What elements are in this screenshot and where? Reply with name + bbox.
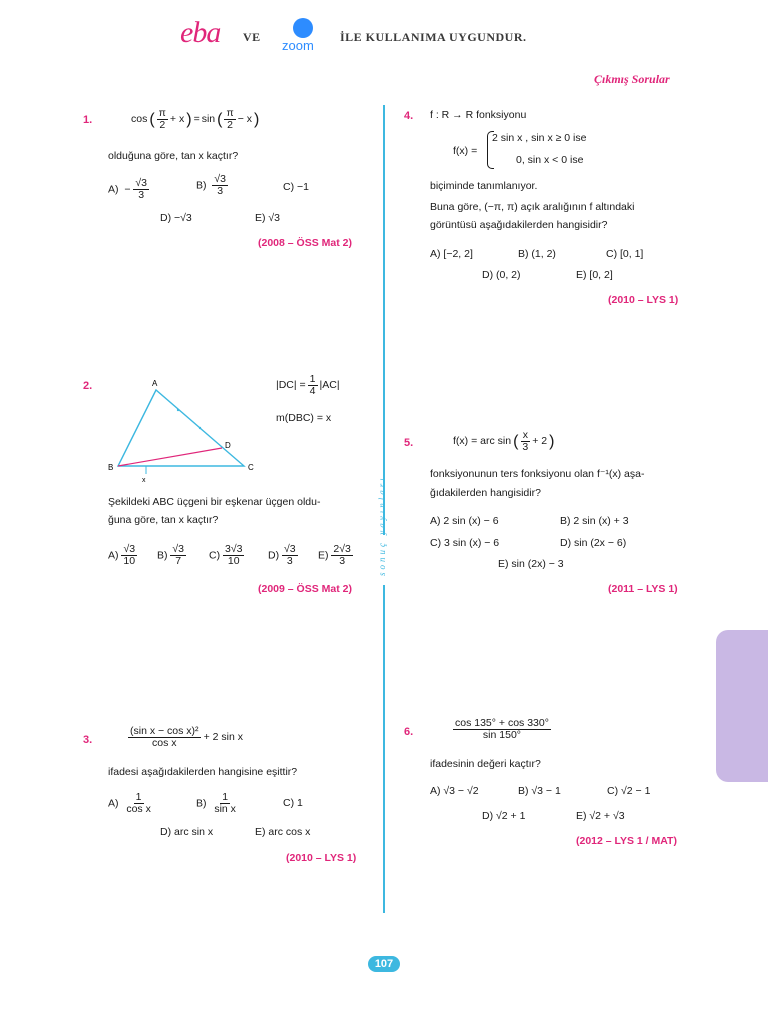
section-subtitle: Çıkmış Sorular [594, 72, 670, 86]
q3-source: (2010 – LYS 1) [286, 852, 357, 864]
q2-given-2: m(DBC) = x [276, 412, 332, 424]
q1-equation: cos ( $\frac{\pi}{2}$ + x ) = sin ( $\frac{\pi}{2}$ − x ) [131, 107, 260, 131]
q1-frac2: $\frac{\pi}{2}$ [226, 107, 234, 131]
q4-case-1: 2 sin x , sin x ≥ 0 ise [492, 132, 587, 144]
q2-option-c[interactable]: C) $\frac{3√3}{10}$ [209, 543, 243, 567]
q3-expression: $\frac{\text{(sin x − cos x)²}}{\text{cos x}}$ + 2 sin x [130, 725, 243, 749]
label-a: A [152, 379, 158, 388]
publisher-vertical-text: sonuç yayınları [377, 475, 387, 576]
q1-option-b[interactable]: B) $\frac{√3}{3}$ [196, 173, 226, 197]
label-c: C [248, 463, 254, 472]
q5-text-1: fonksiyonunun ters fonksiyonu olan f⁻¹(x) aşa- [430, 468, 645, 480]
q1-cos: cos [131, 113, 148, 125]
q5-text-2: ğıdakilerden hangisidir? [430, 487, 541, 499]
q3-option-b[interactable]: B) $\frac{1}{\text{sin x}}$ [196, 791, 236, 815]
q4-source: (2010 – LYS 1) [608, 294, 679, 306]
q5-option-a[interactable]: A) 2 sin (x) − 6 [430, 515, 499, 527]
q6-option-a[interactable]: A) √3 − √2 [430, 785, 479, 797]
q4-option-a[interactable]: A) [−2, 2] [430, 248, 473, 260]
q5-option-c[interactable]: C) 3 sin (x) − 6 [430, 537, 500, 549]
q1-prompt: olduğuna göre, tan x kaçtır? [108, 150, 239, 162]
q6-option-d[interactable]: D) √2 + 1 [482, 810, 526, 822]
label-b: B [108, 463, 114, 472]
q4-line-1: f : R → R fonksiyonu [430, 109, 527, 121]
zoom-camera-icon [293, 18, 313, 38]
column-divider-bottom [383, 585, 385, 913]
q1-source: (2008 – ÖSS Mat 2) [258, 237, 352, 249]
q2-text-2: ğuna göre, tan x kaçtır? [108, 514, 219, 526]
q6-expression: $\frac{\cos 135^\circ + \cos 330^\circ}{\sin 150^\circ}$ [455, 717, 549, 741]
q5-source: (2011 – LYS 1) [608, 583, 678, 595]
q4-number: 4. [404, 110, 414, 122]
q6-option-e[interactable]: E) √2 + √3 [576, 810, 625, 822]
q1-option-e[interactable]: E) √3 [255, 212, 281, 224]
q2-option-b[interactable]: B) $\frac{√3}{7}$ [157, 543, 185, 567]
q2-triangle-figure [100, 372, 270, 492]
q4-option-d[interactable]: D) (0, 2) [482, 269, 521, 281]
tick-mark [177, 409, 179, 411]
q3-number: 3. [83, 734, 93, 746]
tick-mark [199, 427, 201, 429]
side-tab [716, 630, 768, 782]
segment-bd [118, 448, 222, 466]
q5-option-e[interactable]: E) sin (2x) − 3 [498, 558, 564, 570]
q2-given-1: |DC| = $\frac{1}{4}$ |AC| [276, 373, 340, 397]
q4-option-c[interactable]: C) [0, 1] [606, 248, 644, 260]
q4-option-b[interactable]: B) (1, 2) [518, 248, 556, 260]
eba-logo: eba [180, 16, 221, 49]
q3-option-a[interactable]: A) $\frac{1}{\text{cos x}}$ [108, 791, 151, 815]
q1-option-a[interactable]: A) − $\frac{√3}{3}$ [108, 177, 148, 201]
q6-source: (2012 – LYS 1 / MAT) [576, 835, 677, 847]
q4-option-e[interactable]: E) [0, 2] [576, 269, 613, 281]
q6-option-c[interactable]: C) √2 − 1 [607, 785, 651, 797]
q3-prompt: ifadesi aşağıdakilerden hangisine eşittir? [108, 766, 298, 778]
q4-text-1: biçiminde tanımlanıyor. [430, 180, 538, 192]
q6-option-b[interactable]: B) √3 − 1 [518, 785, 561, 797]
q1-frac1: $\frac{\pi}{2}$ [158, 107, 166, 131]
q4-fx: f(x) = [453, 145, 478, 157]
q5-option-b[interactable]: B) 2 sin (x) + 3 [560, 515, 629, 527]
q5-function: f(x) = arc sin ( $\frac{x}{3}$ + 2 ) [453, 429, 555, 453]
q2-number: 2. [83, 380, 93, 392]
header-title: İLE KULLANIMA UYGUNDUR. [340, 30, 527, 44]
q1-option-c[interactable]: C) −1 [283, 181, 309, 193]
q3-option-c[interactable]: C) 1 [283, 797, 303, 809]
q2-option-d[interactable]: D) $\frac{√3}{3}$ [268, 543, 296, 567]
q2-option-a[interactable]: A) $\frac{√3}{10}$ [108, 543, 136, 567]
q5-option-d[interactable]: D) sin (2x − 6) [560, 537, 627, 549]
q4-text-3: görüntüsü aşağıdakilerden hangisidir? [430, 219, 608, 231]
q2-source: (2009 – ÖSS Mat 2) [258, 583, 352, 595]
q2-text-1: Şekildeki ABC üçgeni bir eşkenar üçgen oldu- [108, 496, 321, 508]
q4-text-2: Buna göre, (−π, π) açık aralığının f altındaki [430, 201, 635, 213]
q3-option-d[interactable]: D) arc sin x [160, 826, 214, 838]
q5-number: 5. [404, 437, 414, 449]
q4-case-2: 0, sin x < 0 ise [516, 154, 584, 166]
q3-option-e[interactable]: E) arc cos x [255, 826, 311, 838]
label-x: x [142, 477, 146, 484]
q2-option-e[interactable]: E) $\frac{2√3}{3}$ [318, 543, 351, 567]
q1-option-d[interactable]: D) −√3 [160, 212, 192, 224]
zoom-logo: zoom [282, 38, 314, 53]
label-d: D [225, 441, 231, 450]
header-ve: VE [243, 30, 261, 44]
q1-number: 1. [83, 114, 93, 126]
q6-number: 6. [404, 726, 414, 738]
page-number: 107 [368, 956, 400, 972]
q6-prompt: ifadesinin değeri kaçtır? [430, 758, 541, 770]
